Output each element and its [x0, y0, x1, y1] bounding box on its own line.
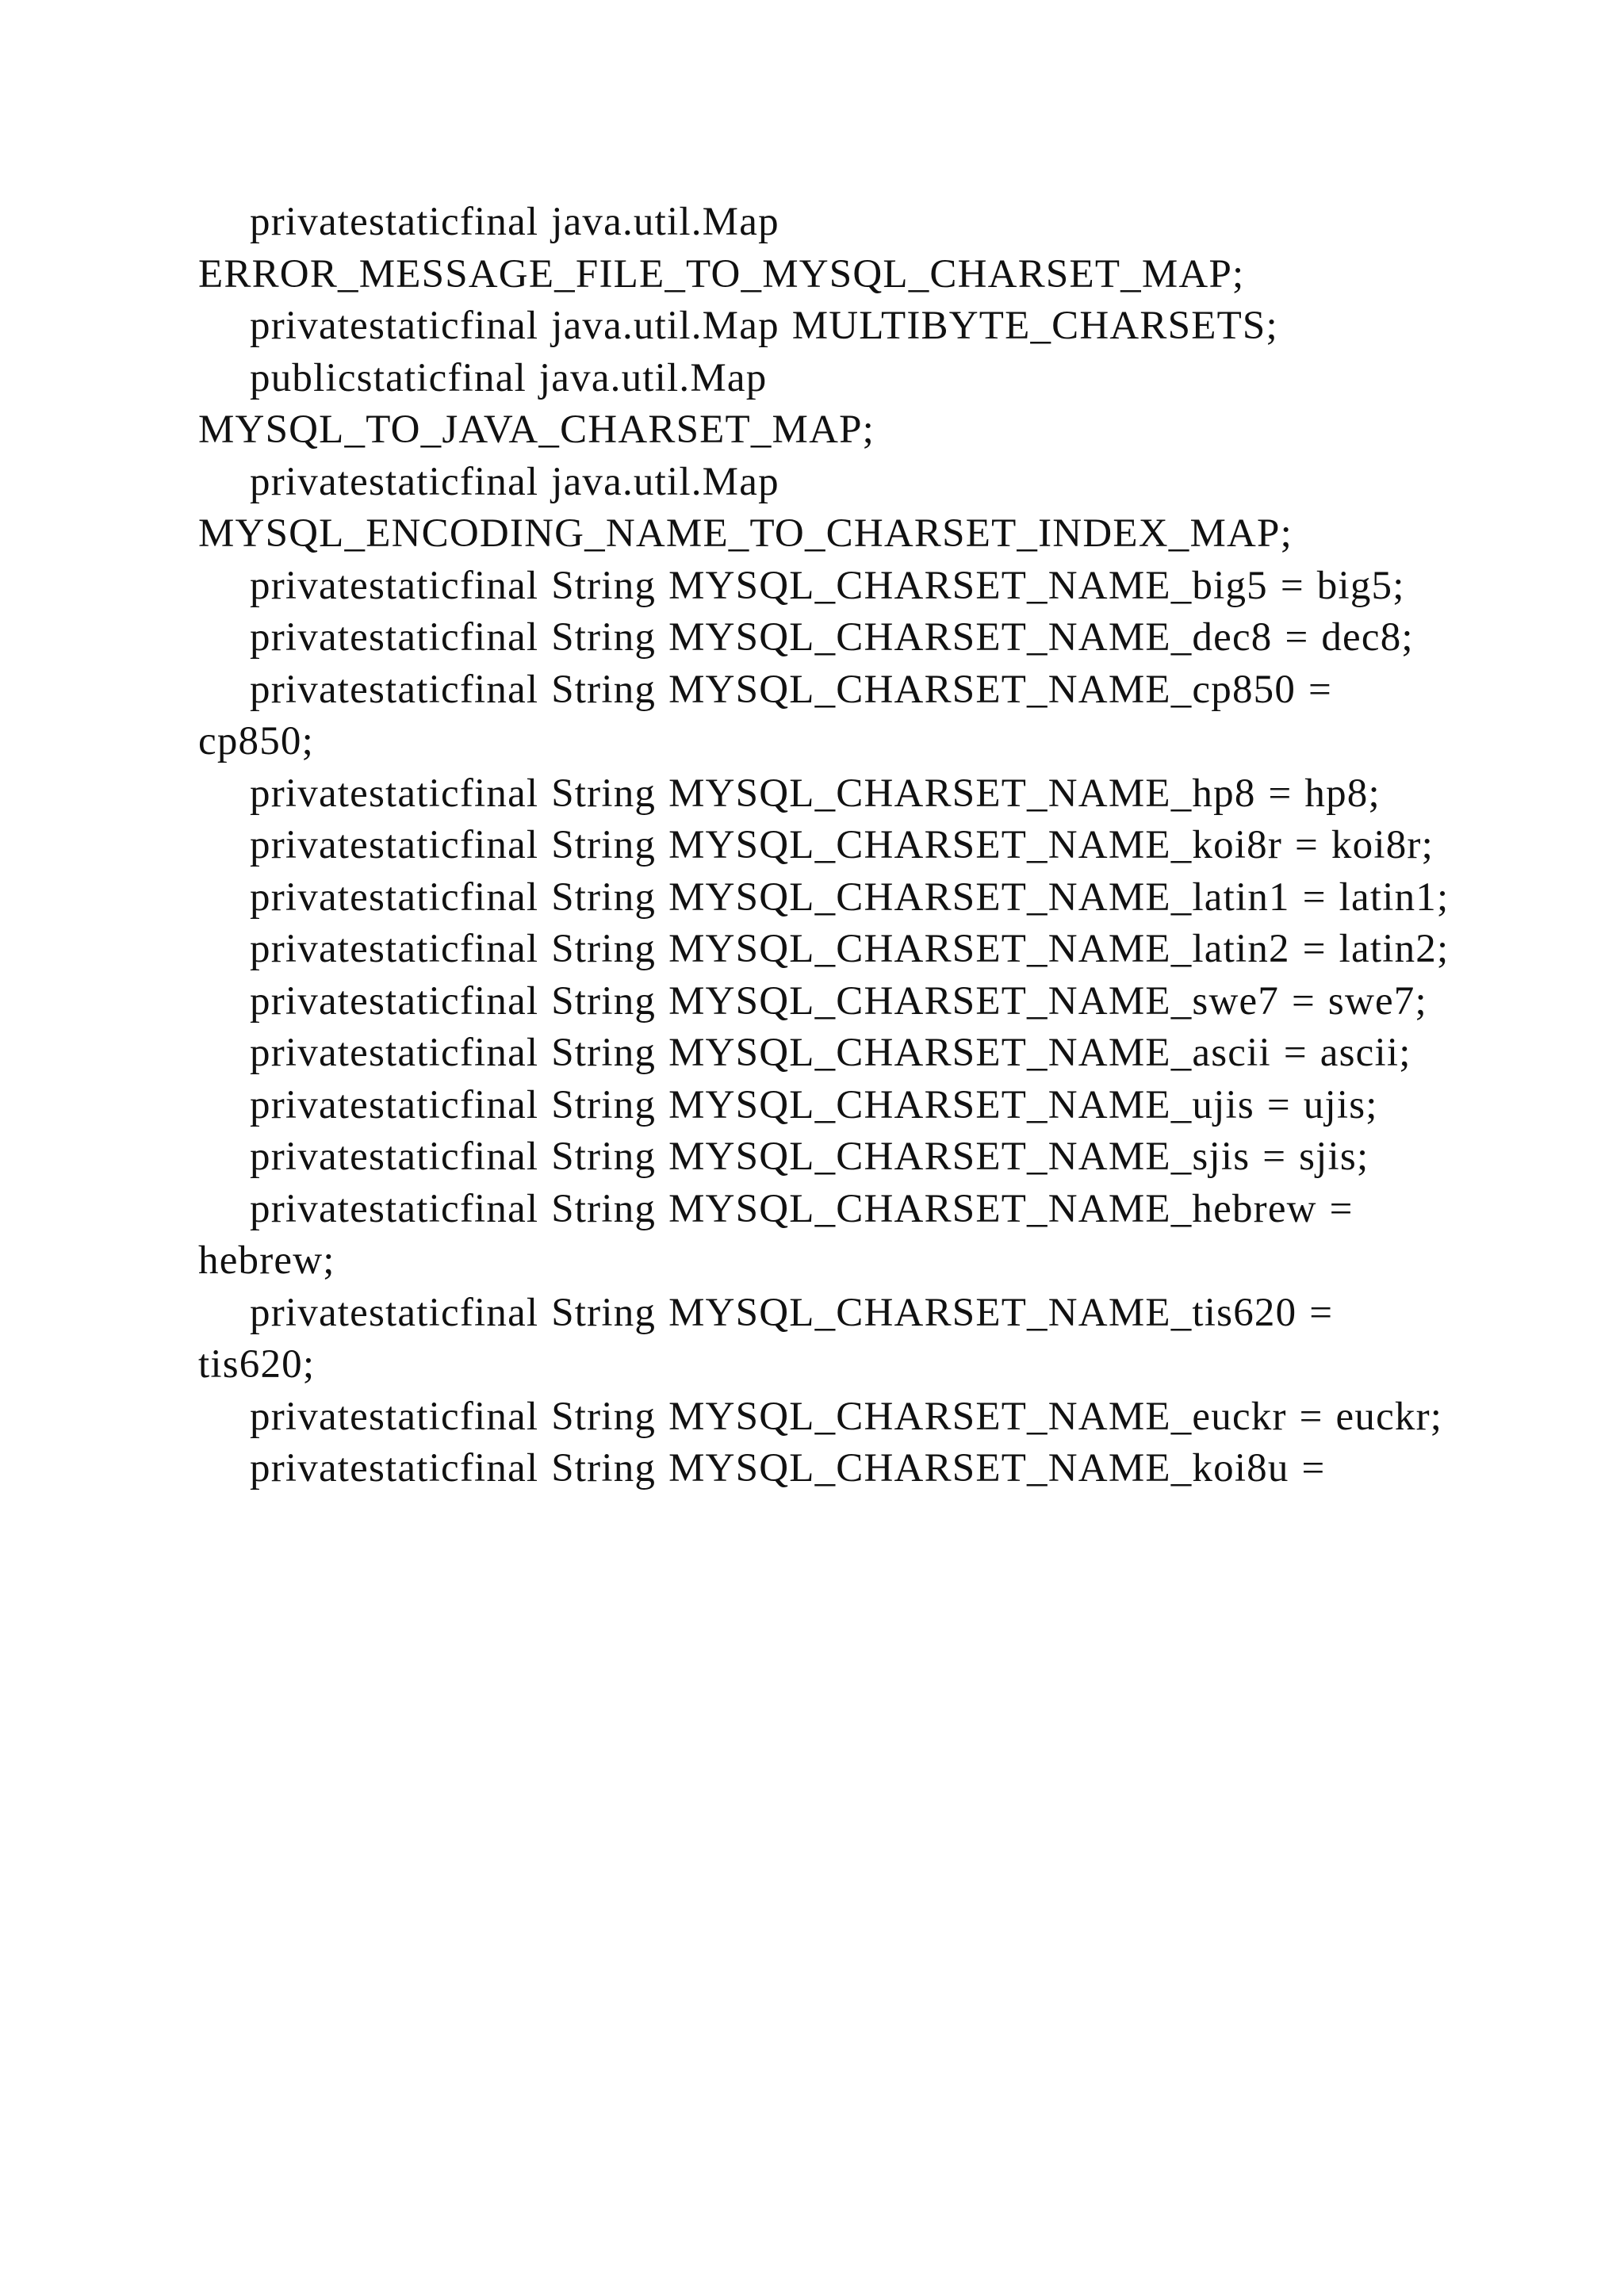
declaration-line: privatestaticfinal String MYSQL_CHARSET_NAME_hebrew = hebrew; [198, 1186, 1354, 1283]
declaration-line: privatestaticfinal java.util.Map ERROR_MESSAGE_FILE_TO_MYSQL_CHARSET_MAP; [198, 200, 1245, 297]
declaration-line: privatestaticfinal java.util.Map MULTIBYTE_CHARSETS; [250, 304, 1278, 348]
declaration-line: privatestaticfinal String MYSQL_CHARSET_NAME_swe7 = swe7; [250, 978, 1427, 1024]
declaration-line: privatestaticfinal String MYSQL_CHARSET_NAME_latin2 = latin2; [250, 927, 1450, 971]
declaration-line: privatestaticfinal String MYSQL_CHARSET_NAME_euckr = euckr; [250, 1394, 1443, 1439]
declaration-line: privatestaticfinal String MYSQL_CHARSET_NAME_hp8 = hp8; [250, 771, 1381, 816]
code-text-block [198, 197, 1451, 1495]
declaration-line: privatestaticfinal String MYSQL_CHARSET_NAME_latin1 = latin1; [250, 874, 1450, 920]
declaration-line: privatestaticfinal String MYSQL_CHARSET_NAME_ujis = ujis; [250, 1082, 1378, 1127]
declaration-line: publicstaticfinal java.util.Map MYSQL_TO_JAVA_CHARSET_MAP; [198, 355, 875, 452]
declaration-line: privatestaticfinal String MYSQL_CHARSET_NAME_cp850 = cp850; [198, 667, 1332, 763]
declaration-line: privatestaticfinal String MYSQL_CHARSET_NAME_ascii = ascii; [250, 1031, 1411, 1075]
declaration-line: privatestaticfinal String MYSQL_CHARSET_NAME_koi8u = [250, 1446, 1326, 1490]
declaration-line: privatestaticfinal String MYSQL_CHARSET_NAME_big5 = big5; [250, 563, 1405, 608]
declaration-line: privatestaticfinal String MYSQL_CHARSET_NAME_dec8 = dec8; [250, 615, 1414, 660]
declaration-line: privatestaticfinal java.util.Map MYSQL_ENCODING_NAME_TO_CHARSET_INDEX_MAP; [198, 459, 1293, 556]
declaration-line: privatestaticfinal String MYSQL_CHARSET_NAME_sjis = sjis; [250, 1135, 1369, 1179]
declaration-line: privatestaticfinal String MYSQL_CHARSET_NAME_koi8r = koi8r; [250, 823, 1434, 867]
declaration-line: privatestaticfinal String MYSQL_CHARSET_NAME_tis620 = tis620; [198, 1290, 1334, 1387]
